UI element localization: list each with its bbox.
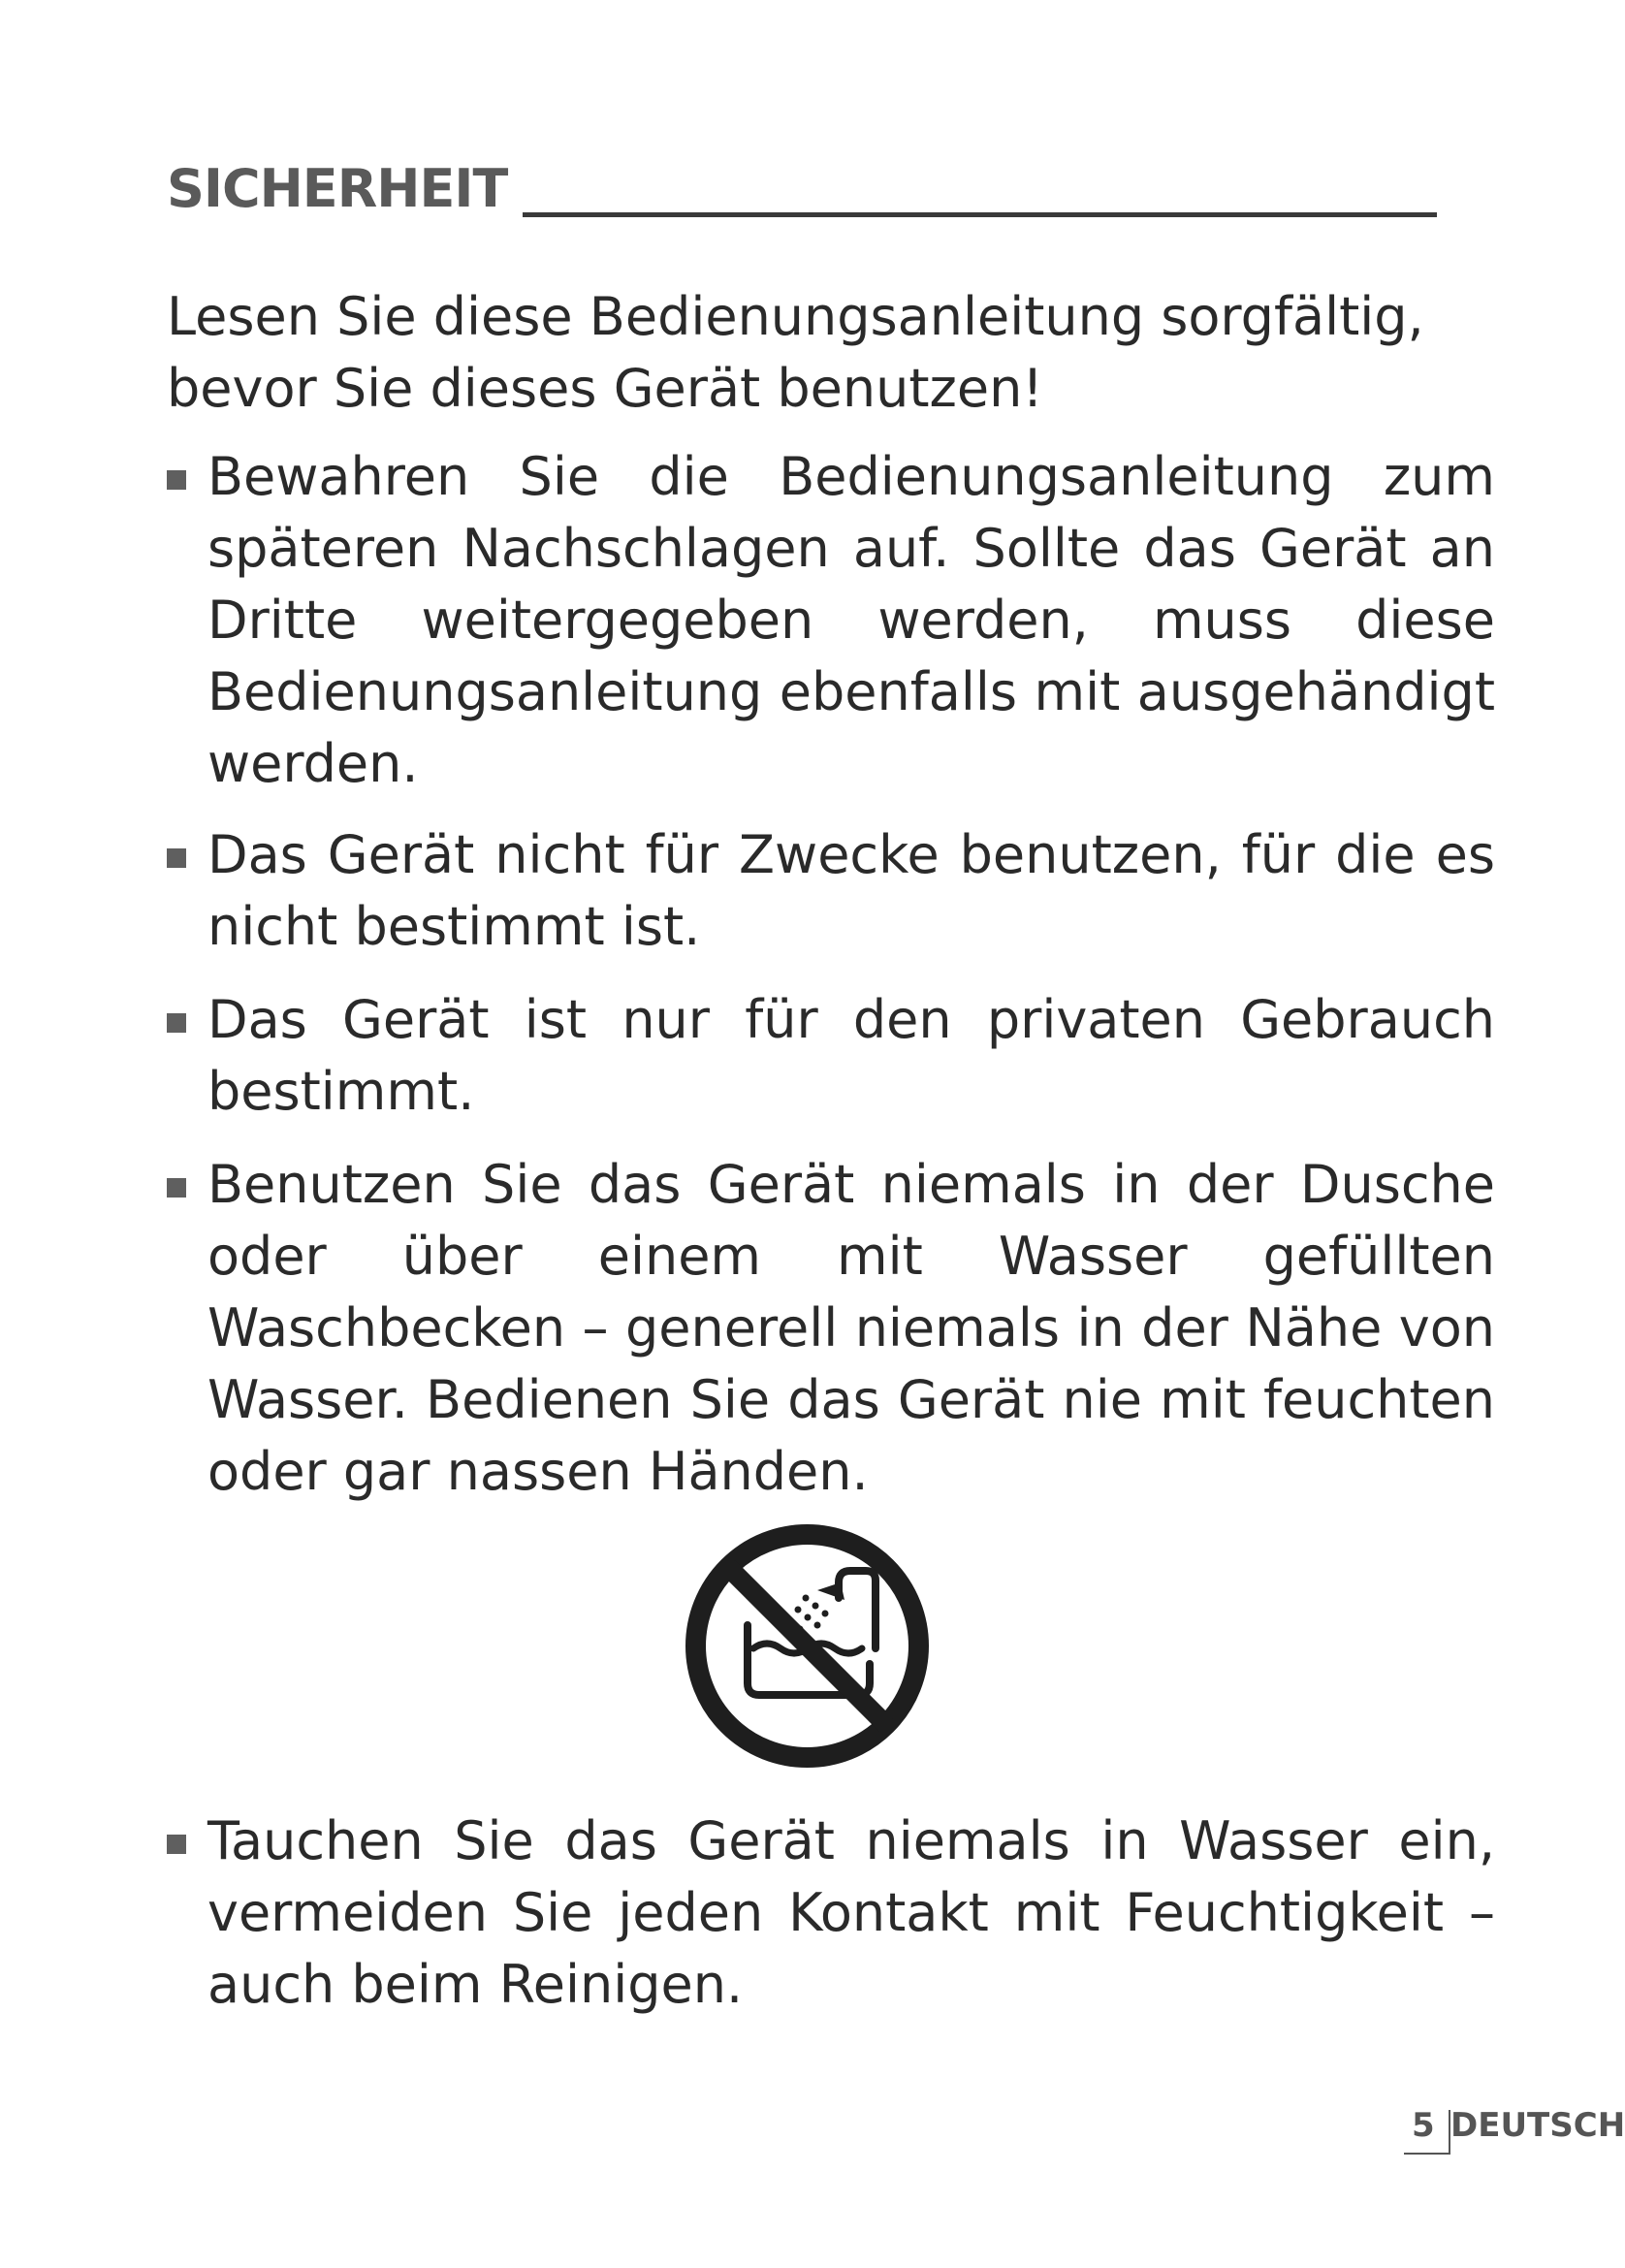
list-item-text: Tauchen Sie das Gerät niemals in Wasser ein, vermeiden Sie jeden Kontakt mit Feuchtigkeit – auch beim Reinigen. [207,1810,1495,2015]
bullet-icon [167,819,207,891]
list-item-text: Das Gerät ist nur für den privaten Gebrauch bestimmt. [207,989,1495,1122]
list-item [167,984,1495,1128]
list-item [167,441,1495,800]
bullet-icon [167,1805,207,1877]
section-heading-row [167,153,1437,221]
list-item [167,1805,1495,2021]
page-footer [1404,2106,1625,2164]
bullet-icon [167,984,207,1056]
list-item [167,1149,1495,1508]
page-number: 5 [1412,2106,1435,2145]
bullet-icon [167,441,207,513]
footer-corner-line [1404,2153,1450,2155]
list-item-text: Das Gerät nicht für Zwecke benutzen, für die es nicht bestimmt ist. [207,824,1495,957]
list-item-text: Bewahren Sie die Bedienungsanleitung zum späteren Nachschlagen auf. Sollte das Gerät an Dritte weitergegeben werden, muss diese Bedienungsanleitung ebenfalls mit ausgehändigt werden. [207,446,1495,794]
footer-corner-mark [1449,2110,1450,2155]
heading-rule [523,212,1437,217]
footer-language: DEUTSCH [1450,2106,1625,2145]
list-item-text: Benutzen Sie das Gerät niemals in der Dusche oder über einem mit Wasser gefüllten Waschbecken – generell niemals in der Nähe von Wasser. Bedienen Sie das Gerät nie mit feuchten oder gar nassen Händen. [207,1154,1495,1502]
list-item [167,819,1495,963]
no-water-bath-shower-icon [684,1522,931,1770]
section-heading: SICHERHEIT [167,158,508,219]
bullet-icon [167,1149,207,1221]
intro-paragraph: Lesen Sie diese Bedienungsanleitung sorgfältig, bevor Sie dieses Gerät benutzen! [167,286,1424,419]
